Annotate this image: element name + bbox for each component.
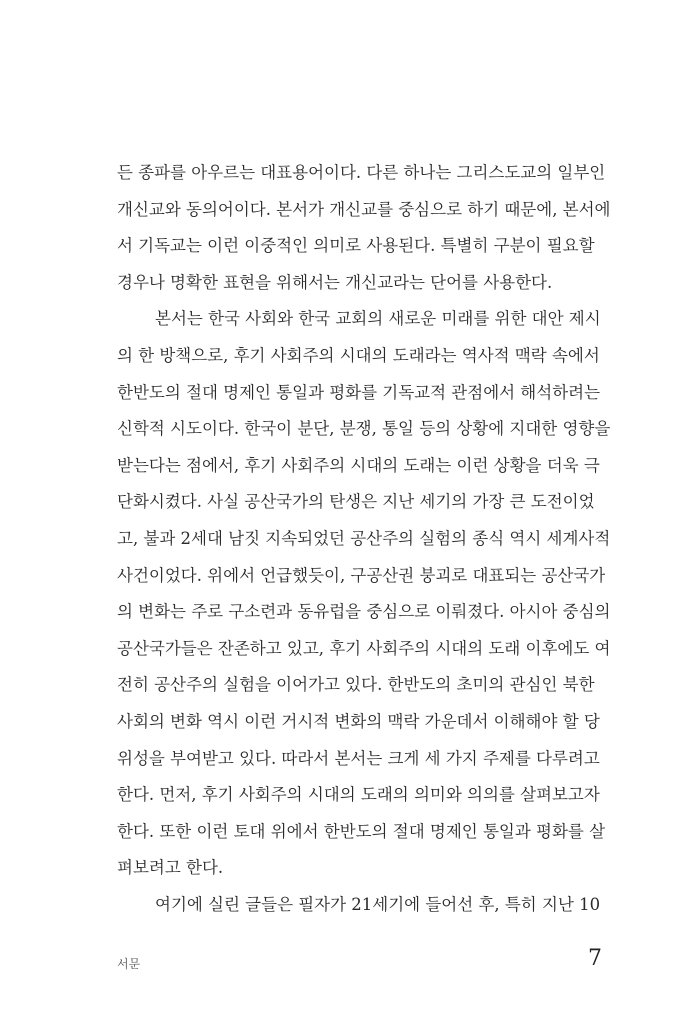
text-line: 개신교와 동의어이다. 본서가 개신교를 중심으로 하기 때문에, 본서에: [117, 199, 611, 219]
text-line: 의 한 방책으로, 후기 사회주의 시대의 도래라는 역사적 맥락 속에서: [117, 345, 600, 365]
text-line: 위성을 부여받고 있다. 따라서 본서는 크게 세 가지 주제를 다루려고: [117, 748, 600, 768]
paragraph-first-line: 본서는 한국 사회와 한국 교회의 새로운 미래를 위한 대안 제시: [155, 309, 601, 329]
text-line: 전히 공산주의 실험을 이어가고 있다. 한반도의 초미의 관심인 북한: [117, 675, 595, 695]
text-line: 고, 불과 2세대 남짓 지속되었던 공산주의 실험의 종식 역시 세계사적: [117, 528, 611, 548]
page-number: 7: [588, 946, 602, 971]
text-line: 단화시켰다. 사실 공산국가의 탄생은 지난 세기의 가장 큰 도전이었: [117, 492, 595, 512]
text-line: 사건이었다. 위에서 언급했듯이, 구공산권 붕괴로 대표되는 공산국가: [117, 565, 606, 585]
text-line: 한반도의 절대 명제인 통일과 평화를 기독교적 관점에서 해석하려는: [117, 382, 601, 402]
text-line: 펴보려고 한다.: [117, 858, 224, 878]
text-line: 공산국가들은 잔존하고 있고, 후기 사회주의 시대의 도래 이후에도 여: [117, 638, 611, 658]
page-body: [117, 155, 611, 923]
paragraph-first-line: 여기에 실린 글들은 필자가 21세기에 들어선 후, 특히 지난 10: [155, 894, 601, 914]
running-footer-title: 서문: [117, 957, 141, 971]
text-line: 한다. 또한 이런 토대 위에서 한반도의 절대 명제인 통일과 평화를 살: [117, 821, 606, 841]
text-line: 신학적 시도이다. 한국이 분단, 분쟁, 통일 등의 상황에 지대한 영향을: [117, 419, 611, 439]
text-line: 사회의 변화 역시 이런 거시적 변화의 맥락 가운데서 이해해야 할 당: [117, 711, 600, 731]
text-line: 받는다는 점에서, 후기 사회주의 시대의 도래는 이런 상황을 더욱 극: [117, 455, 600, 475]
text-line: 든 종파를 아우르는 대표용어이다. 다른 하나는 그리스도교의 일부인: [117, 163, 606, 182]
text-line: 서 기독교는 이런 이중적인 의미로 사용된다. 특별히 구분이 필요할: [117, 236, 595, 256]
text-line: 의 변화는 주로 구소련과 동유럽을 중심으로 이뤄졌다. 아시아 중심의: [117, 602, 611, 622]
text-line: 경우나 명확한 표현을 위해서는 개신교라는 단어를 사용한다.: [117, 272, 553, 292]
text-line: 한다. 먼저, 후기 사회주의 시대의 도래의 의미와 의의를 살펴보고자: [117, 785, 600, 805]
